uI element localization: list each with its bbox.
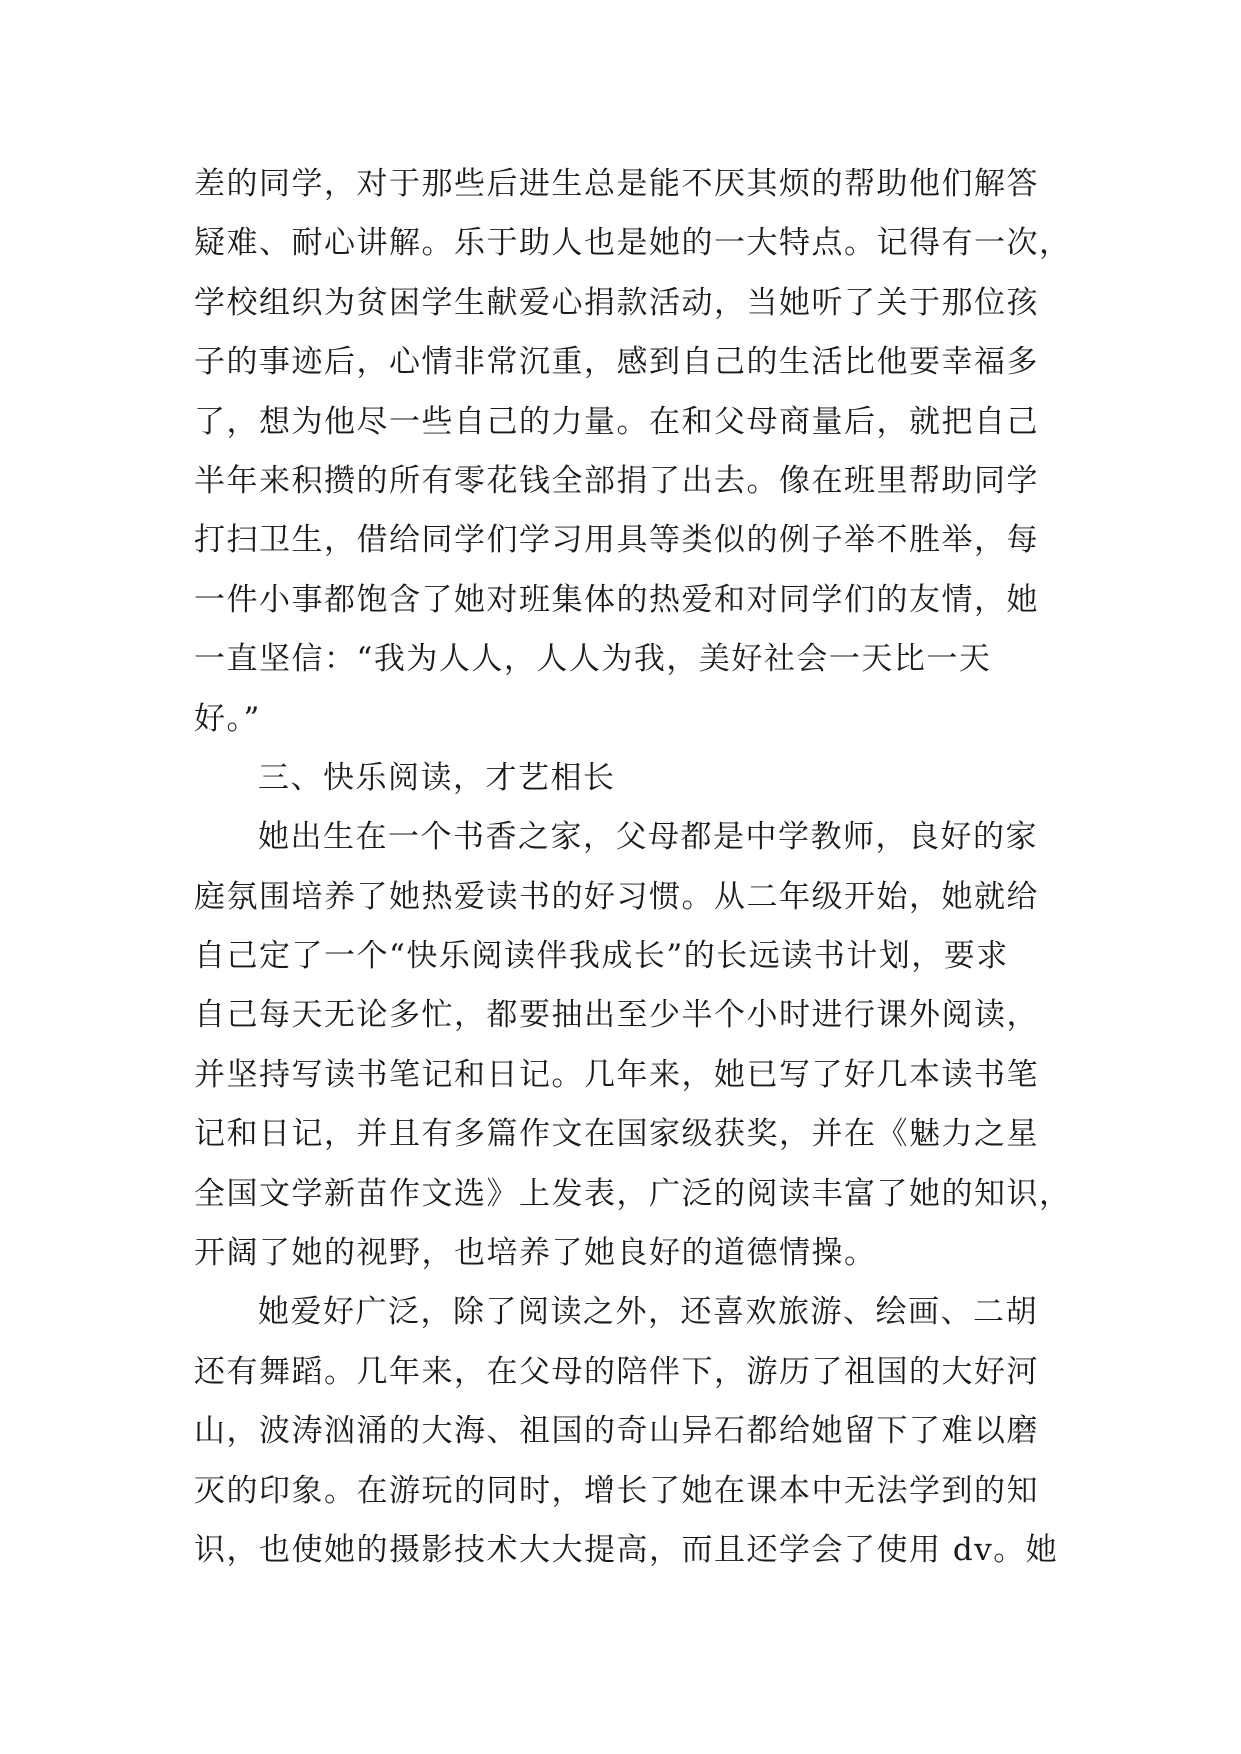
text-line: 全国文学新苗作文选》上发表，广泛的阅读丰富了她的知识， — [194, 1175, 1072, 1212]
text-line: 好。” — [194, 700, 261, 737]
text-line: 差的同学，对于那些后进生总是能不厌其烦的帮助他们解答 — [194, 166, 1039, 202]
text-line: 开阔了她的视野，也培养了她良好的道德情操。 — [194, 1235, 877, 1272]
text-line: 自己每天无论多忙，都要抽出至少半个小时进行课外阅读， — [194, 997, 1039, 1034]
text-line: 识，也使她的摄影技术大大提高，而且还学会了使用 dv。她 — [194, 1531, 1059, 1568]
text-line: 一件小事都饱含了她对班集体的热爱和对同学们的友情，她 — [194, 581, 1039, 618]
text-line: 疑难、耐心讲解。乐于助人也是她的一大特点。记得有一次， — [194, 225, 1072, 262]
text-line: 山，波涛汹涌的大海、祖国的奇山异石都给她留下了难以磨 — [194, 1413, 1039, 1450]
text-line: 自己定了一个“快乐阅读伴我成长”的长远读书计划，要求 — [194, 938, 1009, 975]
text-line: 她爱好广泛，除了阅读之外，还喜欢旅游、绘画、二胡 — [258, 1294, 1038, 1331]
text-line: 一直坚信：“我为人人，人人为我，美好社会一天比一天 — [194, 641, 992, 678]
text-line: 子的事迹后，心情非常沉重，感到自己的生活比他要幸福多 — [194, 344, 1039, 381]
text-line: 记和日记，并且有多篇作文在国家级获奖，并在《魅力之星 — [194, 1116, 1039, 1153]
text-line: 学校组织为贫困学生献爱心捐款活动，当她听了关于那位孩 — [194, 284, 1039, 321]
text-line: 还有舞蹈。几年来，在父母的陪伴下，游历了祖国的大好河 — [194, 1353, 1039, 1390]
body-text — [194, 155, 1072, 1580]
text-line: 了，想为他尽一些自己的力量。在和父母商量后，就把自己 — [194, 403, 1039, 440]
section-heading: 三、快乐阅读，才艺相长 — [258, 759, 616, 796]
text-line: 灭的印象。在游玩的同时，增长了她在课本中无法学到的知 — [194, 1472, 1039, 1509]
text-line: 半年来积攒的所有零花钱全部捐了出去。像在班里帮助同学 — [194, 462, 1039, 499]
text-line: 打扫卫生，借给同学们学习用具等类似的例子举不胜举，每 — [194, 522, 1039, 559]
text-line: 庭氛围培养了她热爱读书的好习惯。从二年级开始，她就给 — [194, 878, 1039, 915]
text-line: 她出生在一个书香之家，父母都是中学教师，良好的家 — [258, 819, 1038, 856]
text-line: 并坚持写读书笔记和日记。几年来，她已写了好几本读书笔 — [194, 1056, 1039, 1093]
